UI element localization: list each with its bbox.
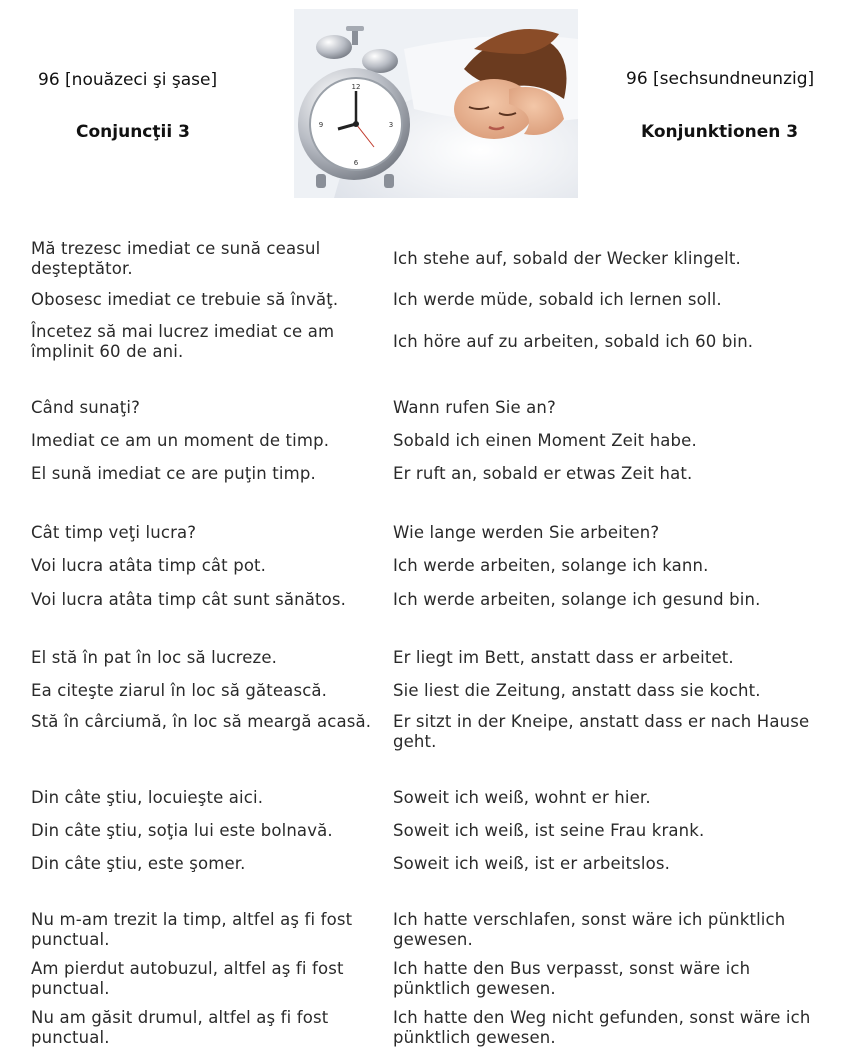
german-phrase: Sie liest die Zeitung, anstatt dass sie kocht. bbox=[393, 681, 761, 700]
german-phrase: Soweit ich weiß, ist seine Frau krank. bbox=[393, 821, 705, 840]
sleeping-woman-alarm-clock-image bbox=[294, 9, 578, 198]
german-phrase: Ich stehe auf, sobald der Wecker klingelt. bbox=[393, 249, 741, 268]
romanian-phrase: Voi lucra atâta timp cât sunt sănătos. bbox=[31, 590, 347, 609]
german-phrase: Wie lange werden Sie arbeiten? bbox=[393, 523, 660, 542]
romanian-phrase: Imediat ce am un moment de timp. bbox=[31, 431, 330, 450]
lesson-number-german: 96 [sechsundneunzig] bbox=[626, 69, 815, 89]
german-phrase: Wann rufen Sie an? bbox=[393, 398, 556, 417]
romanian-phrase: Cât timp veţi lucra? bbox=[31, 523, 197, 542]
german-phrase: Soweit ich weiß, wohnt er hier. bbox=[393, 788, 651, 807]
german-phrase: Ich werde arbeiten, solange ich gesund bin. bbox=[393, 590, 761, 609]
german-phrase: Sobald ich einen Moment Zeit habe. bbox=[393, 431, 697, 450]
german-phrase: Er sitzt in der Kneipe, anstatt dass er nach Hause geht. bbox=[393, 712, 810, 751]
lesson-number-romanian: 96 [nouăzeci şi şase] bbox=[38, 70, 218, 90]
romanian-phrase: Încetez să mai lucrez imediat ce am împlinit 60 de ani. bbox=[31, 322, 335, 361]
german-phrase: Ich werde müde, sobald ich lernen soll. bbox=[393, 290, 722, 309]
romanian-phrase: El stă în pat în loc să lucreze. bbox=[31, 648, 278, 667]
romanian-phrase: Voi lucra atâta timp cât pot. bbox=[31, 556, 267, 575]
german-phrase: Ich hatte den Weg nicht gefunden, sonst wäre ich pünktlich gewesen. bbox=[393, 1008, 811, 1047]
german-phrase: Ich hatte den Bus verpasst, sonst wäre ich pünktlich gewesen. bbox=[393, 959, 751, 998]
svg-text:9: 9 bbox=[318, 121, 324, 129]
svg-text:3: 3 bbox=[388, 121, 394, 129]
romanian-phrase: Din câte ştiu, locuieşte aici. bbox=[31, 788, 264, 807]
lesson-title-romanian: Conjuncţii 3 bbox=[76, 122, 190, 142]
german-phrase: Ich höre auf zu arbeiten, sobald ich 60 bin. bbox=[393, 332, 754, 351]
german-phrase: Soweit ich weiß, ist er arbeitslos. bbox=[393, 854, 671, 873]
german-phrase: Er ruft an, sobald er etwas Zeit hat. bbox=[393, 464, 693, 483]
german-phrase: Ich hatte verschlafen, sonst wäre ich pünktlich gewesen. bbox=[393, 910, 786, 949]
svg-text:12: 12 bbox=[351, 83, 361, 91]
romanian-phrase: Nu am găsit drumul, altfel aş fi fost punctual. bbox=[31, 1008, 329, 1047]
romanian-phrase: Nu m-am trezit la timp, altfel aş fi fost punctual. bbox=[31, 910, 353, 949]
romanian-phrase: Ea citeşte ziarul în loc să gătească. bbox=[31, 681, 328, 700]
german-phrase: Er liegt im Bett, anstatt dass er arbeitet. bbox=[393, 648, 734, 667]
romanian-phrase: Când sunaţi? bbox=[31, 398, 141, 417]
svg-text:6: 6 bbox=[353, 159, 359, 167]
romanian-phrase: El sună imediat ce are puţin timp. bbox=[31, 464, 316, 483]
german-phrase: Ich werde arbeiten, solange ich kann. bbox=[393, 556, 709, 575]
romanian-phrase: Din câte ştiu, soţia lui este bolnavă. bbox=[31, 821, 333, 840]
romanian-phrase: Obosesc imediat ce trebuie să învăţ. bbox=[31, 290, 339, 309]
romanian-phrase: Am pierdut autobuzul, altfel aş fi fost punctual. bbox=[31, 959, 344, 998]
romanian-phrase: Stă în cârciumă, în loc să meargă acasă. bbox=[31, 712, 372, 731]
alarm-clock-illustration bbox=[294, 9, 578, 198]
romanian-phrase: Mă trezesc imediat ce sună ceasul deşteptător. bbox=[31, 239, 321, 278]
lesson-title-german: Konjunktionen 3 bbox=[641, 122, 799, 142]
romanian-phrase: Din câte ştiu, este şomer. bbox=[31, 854, 246, 873]
